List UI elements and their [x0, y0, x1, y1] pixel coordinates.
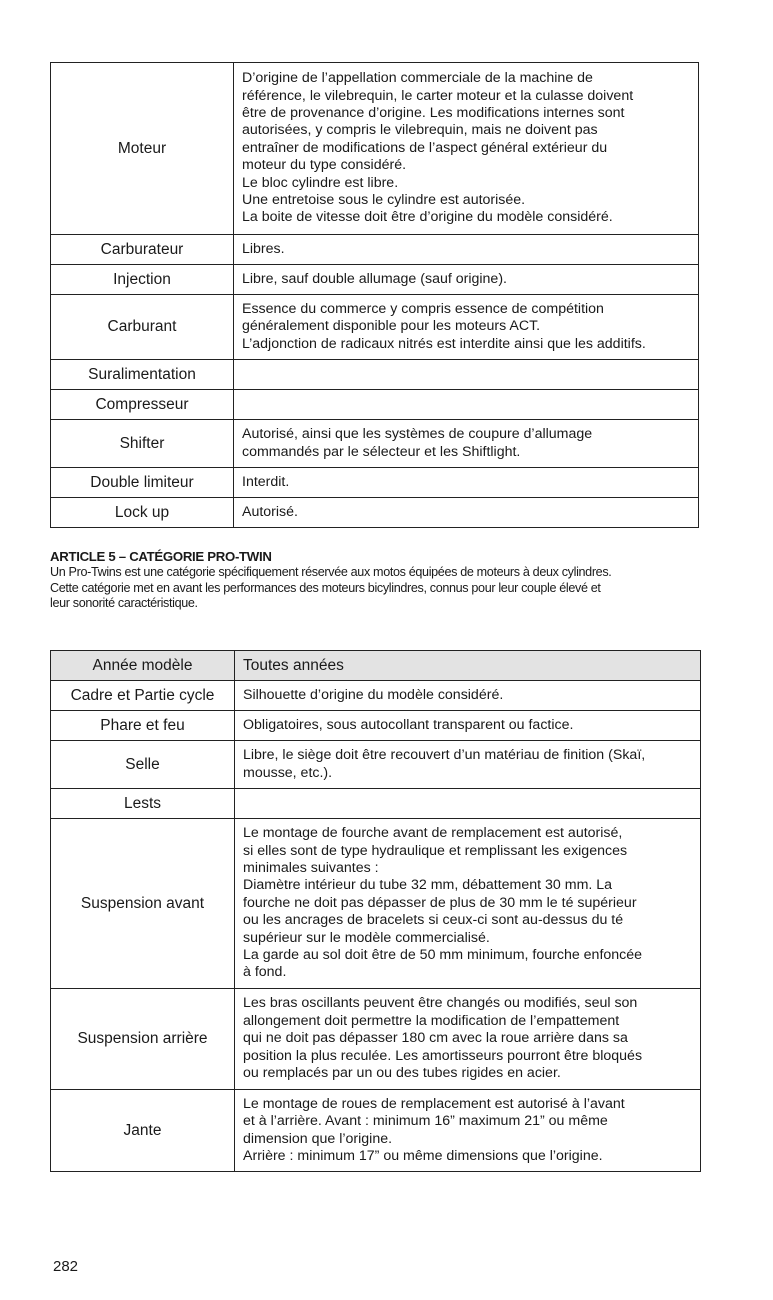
row-value: [235, 711, 701, 741]
row-label: Moteur: [51, 63, 234, 235]
text-line: leur sonorité caractéristique.: [50, 596, 198, 610]
text-line: Diamètre intérieur du tube 32 mm, débattement 30 mm. La: [243, 877, 613, 894]
pro-twin-spec-table: [50, 650, 701, 1172]
text-line: Autorisé.: [242, 503, 298, 520]
text-line: Libre, le siège doit être recouvert d’un matériau de finition (Skaï,: [243, 747, 646, 764]
text-line: autorisées, y compris le vilebrequin, mais ne doivent pas: [242, 122, 598, 139]
table-row: [51, 295, 699, 360]
text-line: être de provenance d’origine. Les modifications internes sont: [242, 104, 625, 121]
row-label: Compresseur: [51, 390, 234, 420]
text-line: Le bloc cylindre est libre.: [242, 174, 399, 191]
text-line: dimension que l’origine.: [243, 1130, 393, 1147]
text-line: entraîner de modifications de l’aspect général extérieur du: [242, 139, 608, 156]
text-line: Interdit.: [242, 473, 290, 490]
row-label: Suspension arrière: [51, 989, 235, 1090]
table-row: [51, 390, 699, 420]
row-label: Selle: [51, 741, 235, 789]
row-value: [235, 1090, 701, 1172]
text-line: Le montage de fourche avant de remplacement est autorisé,: [243, 825, 623, 842]
text-line: supérieur sur le modèle commercialisé.: [243, 929, 490, 946]
row-label: Lests: [51, 789, 235, 819]
text-line: Autorisé, ainsi que les systèmes de coupure d’allumage: [242, 426, 593, 443]
page-number: 282: [53, 1258, 79, 1275]
table-header-row: [51, 651, 701, 681]
row-label: Double limiteur: [51, 468, 234, 498]
text-line: et à l’arrière. Avant : minimum 16” maximum 21” ou même: [243, 1113, 608, 1130]
text-line: Un Pro-Twins est une catégorie spécifiquement réservée aux motos équipées de moteurs à deux cylindres.: [50, 565, 612, 579]
row-value: [235, 989, 701, 1090]
table-row: [51, 420, 699, 468]
text-line: position la plus reculée. Les amortisseurs pourront être bloqués: [243, 1047, 643, 1064]
text-line: La garde au sol doit être de 50 mm minimum, fourche enfoncée: [243, 947, 643, 964]
text-line: Obligatoires, sous autocollant transparent ou factice.: [243, 716, 574, 733]
article-body: [50, 565, 710, 612]
text-line: ou remplacés par un ou des tubes rigides en acier.: [243, 1065, 561, 1082]
table-row: [51, 789, 701, 819]
row-label: Carburant: [51, 295, 234, 360]
table-row: [51, 819, 701, 989]
text-line: Silhouette d’origine du modèle considéré.: [243, 686, 504, 703]
text-line: Une entretoise sous le cylindre est autorisée.: [242, 192, 526, 209]
text-line: référence, le vilebrequin, le carter moteur et la culasse doivent: [242, 87, 634, 104]
text-line: fourche ne doit pas dépasser de plus de 30 mm le té supérieur: [243, 894, 637, 911]
text-line: L’adjonction de radicaux nitrés est interdite ainsi que les additifs.: [242, 335, 646, 352]
table-row: [51, 265, 699, 295]
table-row: [51, 681, 701, 711]
text-line: Essence du commerce y compris essence de compétition: [242, 300, 604, 317]
text-line: qui ne doit pas dépasser 180 cm avec la roue arrière dans sa: [243, 1030, 628, 1047]
row-value: [234, 63, 699, 235]
row-label: Cadre et Partie cycle: [51, 681, 235, 711]
text-line: Libres.: [242, 240, 285, 257]
row-value: [234, 468, 699, 498]
text-line: mousse, etc.).: [243, 764, 333, 781]
row-value: [234, 360, 699, 390]
table-row: [51, 360, 699, 390]
row-value: [234, 265, 699, 295]
row-value: [234, 295, 699, 360]
row-label: Injection: [51, 265, 234, 295]
header-label: Année modèle: [51, 651, 235, 681]
text-line: si elles sont de type hydraulique et remplissant les exigences: [243, 842, 628, 859]
text-line: allongement doit permettre la modification de l’empattement: [243, 1012, 620, 1029]
row-value: [234, 498, 699, 528]
table-row: [51, 235, 699, 265]
row-value: [234, 235, 699, 265]
table-row: [51, 468, 699, 498]
row-label: Jante: [51, 1090, 235, 1172]
text-line: Arrière : minimum 17” ou même dimensions que l’origine.: [243, 1147, 603, 1164]
row-value: [235, 819, 701, 989]
row-label: Shifter: [51, 420, 234, 468]
text-line: minimales suivantes :: [243, 859, 379, 876]
header-value: Toutes années: [235, 651, 701, 681]
row-label: Lock up: [51, 498, 234, 528]
text-line: La boite de vitesse doit être d’origine du modèle considéré.: [242, 209, 613, 226]
text-line: ou les ancrages de bracelets si ceux-ci sont au-dessus du té: [243, 912, 624, 929]
row-label: Phare et feu: [51, 711, 235, 741]
engine-spec-table: [50, 62, 699, 528]
text-line: Le montage de roues de remplacement est autorisé à l’avant: [243, 1095, 625, 1112]
table-row: [51, 498, 699, 528]
row-label: Suralimentation: [51, 360, 234, 390]
row-label: Suspension avant: [51, 819, 235, 989]
row-value: [234, 390, 699, 420]
table-row: [51, 63, 699, 235]
table-row: [51, 989, 701, 1090]
text-line: Cette catégorie met en avant les performances des moteurs bicylindres, connus pour leur couple élevé et: [50, 580, 601, 595]
row-value: [234, 420, 699, 468]
row-value: [235, 741, 701, 789]
row-label: Carburateur: [51, 235, 234, 265]
text-line: moteur du type considéré.: [242, 157, 407, 174]
row-value: [235, 681, 701, 711]
text-line: Libre, sauf double allumage (sauf origine).: [242, 270, 507, 287]
table-row: [51, 1090, 701, 1172]
text-line: Les bras oscillants peuvent être changés ou modifiés, seul son: [243, 995, 638, 1012]
table-row: [51, 711, 701, 741]
text-line: généralement disponible pour les moteurs ACT.: [242, 318, 541, 335]
text-line: D’origine de l’appellation commerciale de la machine de: [242, 70, 593, 87]
row-value: [235, 789, 701, 819]
table-row: [51, 741, 701, 789]
text-line: commandés par le sélecteur et les Shiftlight.: [242, 443, 521, 460]
text-line: à fond.: [243, 964, 287, 981]
article-title: ARTICLE 5 – CATÉGORIE PRO-TWIN: [50, 549, 272, 564]
